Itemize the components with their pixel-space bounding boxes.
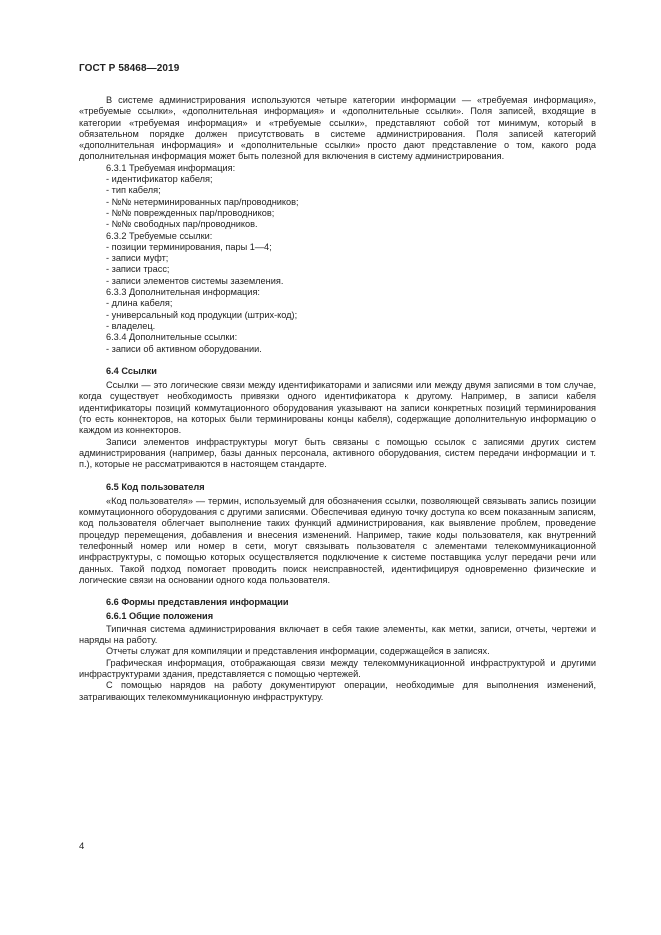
list-item: - идентификатор кабеля; xyxy=(106,174,213,185)
subsection-6-3-4: 6.3.4 Дополнительные ссылки: xyxy=(106,332,238,343)
subsection-6-3-2: 6.3.2 Требуемые ссылки: xyxy=(106,230,213,241)
subsection-heading-6-6-1: 6.6.1 Общие положения xyxy=(106,611,214,622)
list-item: - записи об активном оборудовании. xyxy=(106,343,262,354)
list-item: - владелец. xyxy=(106,320,156,331)
list-item: - длина кабеля; xyxy=(106,298,173,309)
paragraph-6-5: «Код пользователя» — термин, используемый для обозначения ссылки, позволяющей связывать запись позиции коммутационного оборудования с другими записями. Обеспечивая единую точку доступа ко всем показанным записям, код пользователя облегчает выполнение таких функций администрирования, как выявление проблем, проведение процедур перемещения, добавления и внесения изменений. Например, такие коды пользователя, как внутренний телефонный номер или номер в сети, могут связывать пользователя с элементами телекоммуникационной инфраструктуры, с помощью которых осуществляется подключение к системе поставщика услуг передачи речи или данных. Такой подход помогает проводить поиск неисправностей, идентифицируя одновременно физические и логические связи на основании одного кода пользователя. xyxy=(79,495,596,585)
list-item: - №№ свободных пар/проводников. xyxy=(106,219,258,230)
section-heading-6-4: 6.4 Ссылки xyxy=(106,365,157,376)
list-item: - универсальный код продукции (штрих-код); xyxy=(106,309,298,320)
section-heading-6-6: 6.6 Формы представления информации xyxy=(106,597,289,608)
subsection-6-3-1: 6.3.1 Требуемая информация: xyxy=(106,162,236,173)
paragraph-6-6-1-c: Графическая информация, отображающая связи между телекоммуникационной инфраструктурой и другими инфраструктурами здания, представляется с помощью чертежей. xyxy=(79,657,596,679)
list-item: - №№ нетерминированных пар/проводников; xyxy=(106,196,299,207)
subsection-6-3-3: 6.3.3 Дополнительная информация: xyxy=(106,287,260,298)
section-heading-6-5: 6.5 Код пользователя xyxy=(106,481,205,492)
list-item: - записи элементов системы заземления. xyxy=(106,275,284,286)
intro-paragraph: В системе администрирования используются четыре категории информации — «требуемая информация», «требуемые ссылки», «дополнительная информация» и «дополнительные ссылки». Поля записей, входящие в категории «требуемая информация» и «требуемые ссылки», представляют собой тот минимум, который в обязательном порядке должен присутствовать в системе администрирования. Поля записей категорий «дополнительная информация» и «дополнительные ссылки» просто дают представление о том, какого рода дополнительная информация может быть полезной для включения в систему администрирования. xyxy=(79,95,596,162)
list-item: - №№ поврежденных пар/проводников; xyxy=(106,207,275,218)
paragraph-6-6-1-d: С помощью нарядов на работу документируют операции, необходимые для выполнения изменений, затрагивающих телекоммуникационную инфраструктуру. xyxy=(79,680,596,702)
document-header: ГОСТ Р 58468—2019 xyxy=(79,63,180,74)
list-item: - тип кабеля; xyxy=(106,185,161,196)
list-item: - записи муфт; xyxy=(106,253,169,264)
paragraph-6-4-a: Ссылки — это логические связи между идентификаторами и записями или между двумя записями в том случае, когда существует необходимость привязки одного идентификатора к другому. Например, в записи кабеля идентификаторы позиций коммутационного оборудования указывают на записи конкретных позиций терминирования (то есть коннекторов, на которых были терминированы концы кабеля), содержащие дополнительную информацию о каждом из коннекторов. xyxy=(79,380,596,436)
list-item: - позиции терминирования, пары 1—4; xyxy=(106,241,272,252)
paragraph-6-4-b: Записи элементов инфраструктуры могут быть связаны с помощью ссылок с записями других систем администрирования (например, базы данных персонала, активного оборудования, систем передачи информации и т. п.), которые не рассматриваются в настоящем стандарте. xyxy=(79,436,596,470)
paragraph-6-6-1-b: Отчеты служат для компиляции и представления информации, содержащейся в записях. xyxy=(106,646,490,657)
page-number: 4 xyxy=(79,841,85,852)
document-body xyxy=(79,95,596,703)
paragraph-6-6-1-a: Типичная система администрирования включает в себя такие элементы, как метки, записи, отчеты, чертежи и наряды на работу. xyxy=(79,623,596,646)
list-item: - записи трасс; xyxy=(106,264,170,275)
